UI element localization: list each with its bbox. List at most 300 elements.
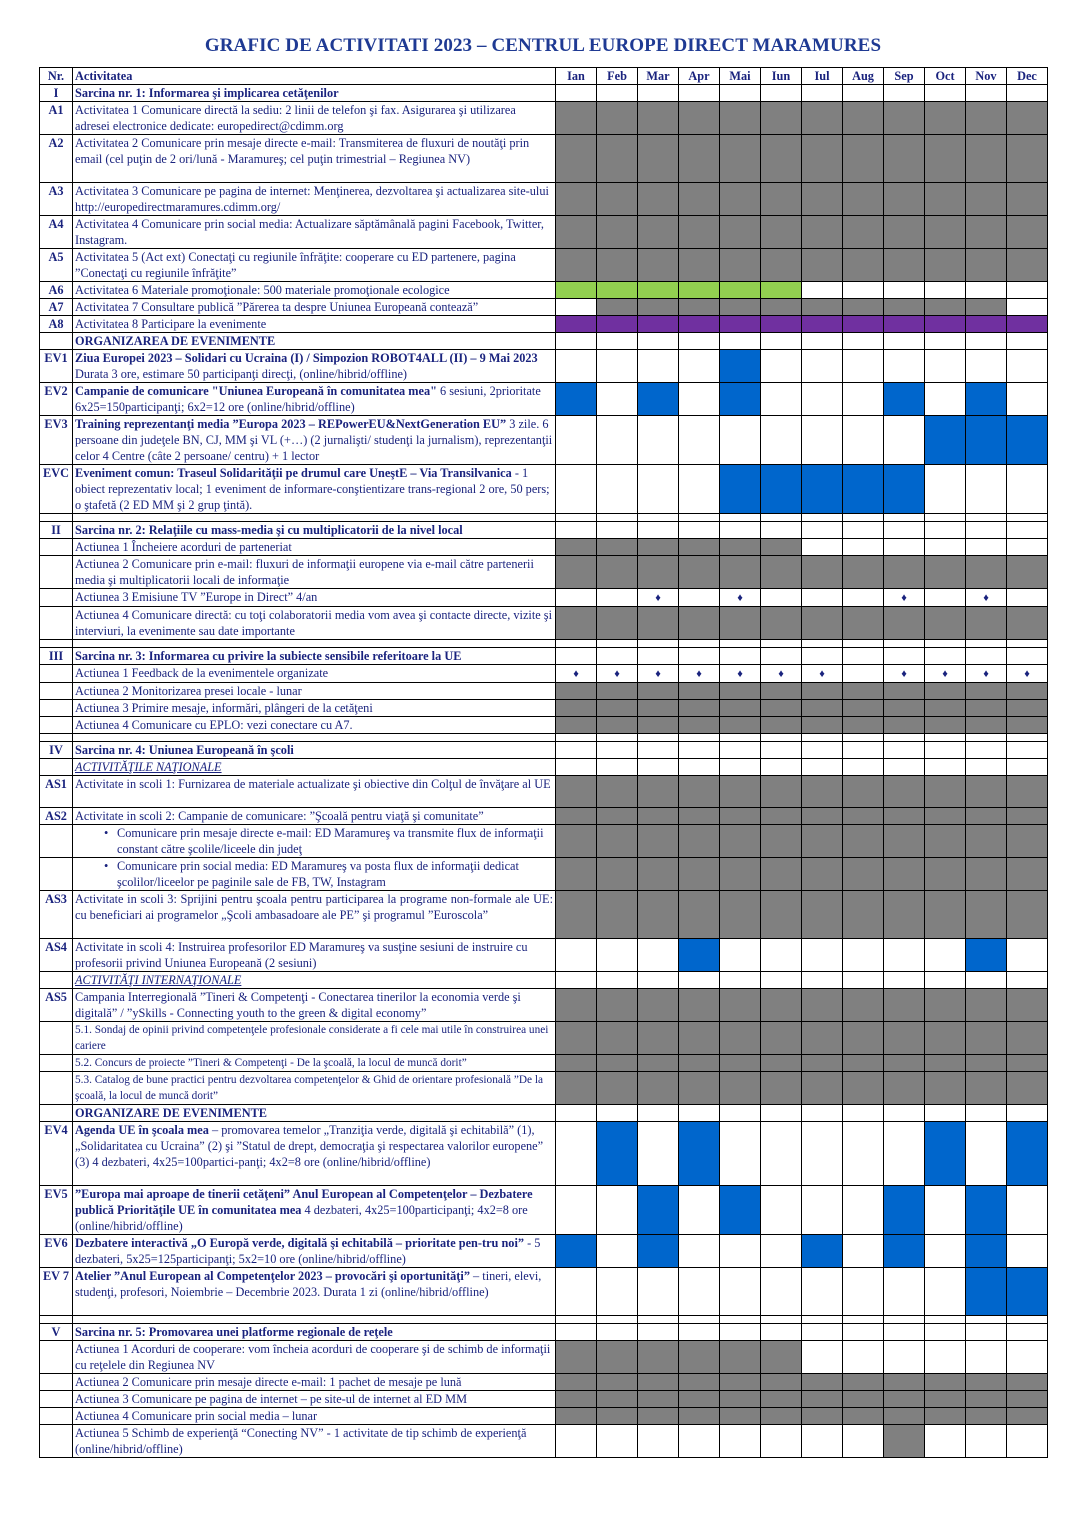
month-cell-grey (720, 539, 761, 556)
month-cell-empty (802, 522, 843, 539)
row-number: AS5 (40, 989, 73, 1022)
month-cell-empty (556, 742, 597, 759)
month-cell-grey (638, 135, 679, 183)
month-cell-grey (556, 808, 597, 825)
month-cell-grey (925, 683, 966, 700)
month-cell-grey (925, 607, 966, 640)
row-number: A2 (40, 135, 73, 183)
table-row (40, 316, 1048, 333)
table-row (40, 742, 1048, 759)
month-cell-empty (597, 939, 638, 972)
month-cell-empty (884, 539, 925, 556)
month-cell-grey (802, 989, 843, 1022)
table-row (40, 1408, 1048, 1425)
month-cell-empty (884, 282, 925, 299)
month-cell-grey (1007, 989, 1048, 1022)
month-cell-empty (556, 939, 597, 972)
month-cell-empty (761, 640, 802, 648)
row-number: EV3 (40, 416, 73, 465)
row-number (40, 333, 73, 350)
month-cell-empty (843, 85, 884, 102)
month-cell-grey (1007, 1055, 1048, 1072)
month-cell-grey (802, 1408, 843, 1425)
month-cell-grey (720, 1341, 761, 1374)
month-cell-grey (556, 607, 597, 640)
month-cell-grey (884, 135, 925, 183)
month-cell-purple (761, 316, 802, 333)
month-cell-grey (843, 1072, 884, 1105)
month-cell-empty (638, 333, 679, 350)
month-cell-empty (556, 1425, 597, 1458)
month-cell-grey (843, 989, 884, 1022)
month-cell-empty (761, 522, 802, 539)
month-cell-grey (761, 1391, 802, 1408)
month-cell-blue (884, 1235, 925, 1268)
month-cell-empty (925, 939, 966, 972)
month-cell-grey (925, 808, 966, 825)
month-cell-grey (802, 249, 843, 282)
month-cell-grey (843, 607, 884, 640)
month-cell-grey (761, 683, 802, 700)
month-cell-empty (761, 1186, 802, 1235)
month-cell-empty (556, 1122, 597, 1186)
month-cell-grey (638, 717, 679, 734)
month-cell-empty (761, 759, 802, 776)
month-cell-grey (597, 989, 638, 1022)
month-cell-grey (966, 135, 1007, 183)
month-cell-empty (761, 1268, 802, 1316)
month-cell-empty (802, 416, 843, 465)
month-cell-empty (556, 1105, 597, 1122)
month-cell-grey (597, 1391, 638, 1408)
month-cell-blue (966, 939, 1007, 972)
activity-description (73, 734, 556, 742)
month-cell-empty (556, 759, 597, 776)
month-cell-grey (597, 776, 638, 808)
month-cell-blue (884, 1186, 925, 1235)
month-cell-grey (966, 216, 1007, 249)
row-number: EVC (40, 465, 73, 514)
diamond-icon: ♦ (901, 592, 907, 604)
month-cell-empty (925, 1105, 966, 1122)
month-cell-empty (597, 85, 638, 102)
activity-description: Sarcina nr. 2: Relaţiile cu mass-media şi cu multiplicatorii de la nivel local (73, 522, 556, 539)
month-cell-empty (884, 1268, 925, 1316)
row-number: EV5 (40, 1186, 73, 1235)
month-cell-grey (1007, 825, 1048, 858)
activity-description: Eveniment comun: Traseul Solidarităţii pe drumul care UneştE – Via Transilvanica - 1 obiect reprezentativ local; 1 eveniment de informare-conştientizare trans-regional 2 ore, 50 pers; o ştafetă (2 ED MM şi 2 grup ţintă). (73, 465, 556, 514)
month-cell-grey (843, 891, 884, 939)
diamond-icon: ♦ (614, 668, 620, 680)
month-cell-grey (556, 891, 597, 939)
month-cell-empty (638, 522, 679, 539)
month-cell-grey (556, 683, 597, 700)
month-cell-empty (966, 1341, 1007, 1374)
month-cell-grey (925, 216, 966, 249)
month-cell-grey (638, 1055, 679, 1072)
month-cell-empty (679, 759, 720, 776)
month-cell-empty (597, 742, 638, 759)
month-cell-grey (925, 891, 966, 939)
page-title: GRAFIC DE ACTIVITATI 2023 – CENTRUL EUROPE DIRECT MARAMURES (204, 35, 882, 56)
row-number: I (40, 85, 73, 102)
month-cell-grey (679, 102, 720, 135)
month-cell-empty (1007, 333, 1048, 350)
month-cell-empty (802, 1316, 843, 1324)
month-cell-blue (925, 416, 966, 465)
month-cell-event (884, 589, 925, 607)
month-cell-grey (556, 216, 597, 249)
month-cell-grey (679, 1072, 720, 1105)
month-cell-empty (556, 1268, 597, 1316)
month-cell-grey (925, 1072, 966, 1105)
month-cell-purple (720, 316, 761, 333)
month-cell-empty (597, 383, 638, 416)
month-cell-event (597, 665, 638, 683)
month-cell-empty (556, 1186, 597, 1235)
month-cell-empty (884, 1341, 925, 1374)
month-cell-grey (638, 891, 679, 939)
month-cell-event (720, 589, 761, 607)
month-cell-empty (761, 939, 802, 972)
month-cell-empty (843, 759, 884, 776)
month-cell-empty (638, 759, 679, 776)
month-cell-event (966, 589, 1007, 607)
month-cell-empty (556, 465, 597, 514)
table-row (40, 759, 1048, 776)
month-cell-empty (925, 465, 966, 514)
table-row (40, 465, 1048, 514)
month-cell-grey (556, 1055, 597, 1072)
month-cell-empty (638, 939, 679, 972)
month-cell-grey (638, 776, 679, 808)
month-cell-empty (1007, 282, 1048, 299)
row-number: V (40, 1324, 73, 1341)
month-cell-empty (966, 522, 1007, 539)
month-cell-blue (597, 1122, 638, 1186)
row-number (40, 514, 73, 522)
month-cell-grey (925, 1391, 966, 1408)
month-cell-grey (966, 556, 1007, 589)
month-cell-grey (1007, 1374, 1048, 1391)
month-cell-empty (556, 734, 597, 742)
month-cell-empty (638, 416, 679, 465)
month-cell-grey (1007, 183, 1048, 216)
month-cell-grey (556, 556, 597, 589)
month-cell-empty (966, 640, 1007, 648)
month-cell-grey (802, 1055, 843, 1072)
month-cell-grey (925, 1022, 966, 1055)
month-cell-empty (597, 759, 638, 776)
month-cell-grey (761, 183, 802, 216)
table-row (40, 514, 1048, 522)
month-cell-grey (1007, 556, 1048, 589)
month-cell-grey (720, 1072, 761, 1105)
month-cell-purple (1007, 316, 1048, 333)
month-cell-blue (638, 383, 679, 416)
month-cell-empty (1007, 640, 1048, 648)
month-cell-grey (720, 183, 761, 216)
month-cell-grey (1007, 135, 1048, 183)
table-header-row (40, 68, 1048, 85)
month-cell-empty (761, 742, 802, 759)
month-cell-grey (679, 249, 720, 282)
month-cell-empty (1007, 522, 1048, 539)
row-number (40, 734, 73, 742)
activity-description: Activitate in scoli 3: Sprijini pentru şcoala pentru participarea la programe non-formale ale UE: cu beneficiari ai programelor „Şcoli ambasadoare ale PE” şi programul ”Euroscola” (73, 891, 556, 939)
month-cell-empty (802, 514, 843, 522)
month-cell-empty (556, 640, 597, 648)
activity-description: ”Europa mai aproape de tinerii cetăţeni” Anul European al Competenţelor – Dezbatere publică Priorităţile UE în comunitatea mea 4 dezbateri, 4x25=100participanţi; 4x2=8 ore (online/hibrid/offline) (73, 1186, 556, 1235)
month-cell-grey (679, 1055, 720, 1072)
month-cell-green (638, 282, 679, 299)
month-cell-grey (966, 891, 1007, 939)
row-number (40, 665, 73, 683)
table-row (40, 648, 1048, 665)
month-cell-grey (597, 539, 638, 556)
activity-title: Agenda UE în şcoala mea (75, 1123, 209, 1137)
month-cell-grey (556, 1408, 597, 1425)
table-row (40, 1391, 1048, 1408)
month-cell-empty (843, 1235, 884, 1268)
month-cell-grey (843, 1055, 884, 1072)
month-cell-grey (884, 891, 925, 939)
month-cell-grey (966, 1391, 1007, 1408)
month-cell-grey (1007, 700, 1048, 717)
month-cell-event (720, 665, 761, 683)
month-cell-grey (638, 1072, 679, 1105)
table-row (40, 383, 1048, 416)
month-cell-empty (679, 1268, 720, 1316)
month-cell-empty (597, 465, 638, 514)
month-cell-green (597, 282, 638, 299)
month-cell-grey (597, 1408, 638, 1425)
month-cell-grey (597, 556, 638, 589)
row-number (40, 1408, 73, 1425)
month-cell-blue (1007, 1268, 1048, 1316)
month-cell-grey (638, 216, 679, 249)
month-cell-grey (925, 1055, 966, 1072)
diamond-icon: ♦ (778, 668, 784, 680)
month-cell-empty (802, 282, 843, 299)
month-cell-grey (761, 1408, 802, 1425)
month-cell-grey (679, 808, 720, 825)
activity-description: Activitatea 4 Comunicare prin social media: Actualizare săptămânală pagini Facebook, Twitter, Instagram. (73, 216, 556, 249)
month-cell-blue (966, 1235, 1007, 1268)
month-cell-empty (966, 333, 1007, 350)
month-cell-grey (884, 776, 925, 808)
row-number: AS4 (40, 939, 73, 972)
month-cell-event (802, 665, 843, 683)
month-cell-empty (884, 759, 925, 776)
month-cell-blue (556, 383, 597, 416)
month-cell-empty (1007, 648, 1048, 665)
month-cell-empty (1007, 1105, 1048, 1122)
month-cell-empty (1007, 972, 1048, 989)
month-cell-grey (761, 249, 802, 282)
month-cell-empty (720, 640, 761, 648)
month-cell-grey (761, 776, 802, 808)
month-cell-grey (720, 808, 761, 825)
row-number (40, 825, 73, 858)
row-number (40, 539, 73, 556)
activity-description: Actiunea 3 Comunicare pe pagina de internet – pe site-ul de internet al ED MM (73, 1391, 556, 1408)
month-cell-empty (884, 350, 925, 383)
month-cell-event (966, 665, 1007, 683)
month-cell-grey (679, 700, 720, 717)
month-cell-grey (1007, 1072, 1048, 1105)
month-cell-grey (679, 1341, 720, 1374)
table-row (40, 640, 1048, 648)
month-cell-purple (556, 316, 597, 333)
month-cell-grey (556, 539, 597, 556)
month-cell-grey (597, 1022, 638, 1055)
month-cell-empty (597, 972, 638, 989)
activity-description: Sarcina nr. 4: Uniunea Europeană în şcoli (73, 742, 556, 759)
month-cell-empty (966, 350, 1007, 383)
month-cell-empty (597, 1268, 638, 1316)
activity-title: Campanie de comunicare "Uniunea Europeană în comunitatea mea" (75, 384, 437, 398)
month-cell-empty (843, 1105, 884, 1122)
month-cell-empty (802, 1341, 843, 1374)
month-cell-empty (843, 539, 884, 556)
month-cell-grey (884, 299, 925, 316)
table-row (40, 1122, 1048, 1186)
month-cell-grey (802, 102, 843, 135)
month-cell-grey (597, 607, 638, 640)
month-cell-grey (802, 1391, 843, 1408)
month-cell-grey (556, 183, 597, 216)
month-cell-grey (679, 1391, 720, 1408)
header-month: Feb (597, 68, 638, 85)
month-cell-blue (638, 1235, 679, 1268)
month-cell-empty (843, 416, 884, 465)
month-cell-purple (802, 316, 843, 333)
month-cell-empty (884, 1316, 925, 1324)
month-cell-grey (802, 1374, 843, 1391)
month-cell-blue (720, 465, 761, 514)
month-cell-empty (802, 1425, 843, 1458)
month-cell-empty (884, 734, 925, 742)
month-cell-grey (638, 607, 679, 640)
month-cell-empty (597, 640, 638, 648)
table-row (40, 989, 1048, 1022)
month-cell-empty (966, 759, 1007, 776)
month-cell-empty (720, 1235, 761, 1268)
row-number: IV (40, 742, 73, 759)
month-cell-grey (679, 1408, 720, 1425)
month-cell-empty (843, 1122, 884, 1186)
header-nr: Nr. (40, 68, 73, 85)
month-cell-grey (638, 183, 679, 216)
activity-description: Actiunea 3 Primire mesaje, informări, plângeri de la cetăţeni (73, 700, 556, 717)
month-cell-empty (1007, 1341, 1048, 1374)
month-cell-empty (597, 1425, 638, 1458)
month-cell-empty (966, 1105, 1007, 1122)
month-cell-grey (843, 183, 884, 216)
table-row (40, 350, 1048, 383)
activity-description: Activitate in scoli 2: Campanie de comunicare: ”Şcoală pentru viaţă şi comunitate” (73, 808, 556, 825)
row-number: EV4 (40, 1122, 73, 1186)
month-cell-grey (597, 135, 638, 183)
month-cell-event (638, 589, 679, 607)
month-cell-blue (843, 465, 884, 514)
activity-description: 5.1. Sondaj de opinii privind competenţele profesionale considerate a fi cele mai utile în construirea unei cariere (73, 1022, 556, 1055)
diamond-icon: ♦ (573, 668, 579, 680)
month-cell-empty (966, 734, 1007, 742)
month-cell-grey (679, 891, 720, 939)
header-month: Oct (925, 68, 966, 85)
table-row (40, 1324, 1048, 1341)
month-cell-grey (597, 1374, 638, 1391)
month-cell-empty (761, 589, 802, 607)
month-cell-empty (638, 465, 679, 514)
activity-description: Training reprezentanţi media ”Europa 2023 – REPowerEU&NextGeneration EU” 3 zile. 6 persoane din judeţele BN, CJ, MM şi VL (+…) (2 jurnalişti/ studenţi la jurnalism), reprezentanţii celor 4 Centre (câte 2 persoane/ centru) + 1 lector (73, 416, 556, 465)
month-cell-empty (802, 1324, 843, 1341)
month-cell-empty (597, 514, 638, 522)
month-cell-grey (884, 249, 925, 282)
activity-description: Campanie de comunicare "Uniunea Europeană în comunitatea mea" 6 sesiuni, 2prioritate 6x25=150participanţi; 6x2=12 ore (online/hibrid/offline) (73, 383, 556, 416)
month-cell-grey (966, 700, 1007, 717)
month-cell-grey (679, 776, 720, 808)
month-cell-grey (720, 1055, 761, 1072)
month-cell-grey (843, 102, 884, 135)
month-cell-empty (802, 589, 843, 607)
month-cell-empty (597, 1186, 638, 1235)
month-cell-grey (638, 825, 679, 858)
month-cell-empty (679, 1186, 720, 1235)
month-cell-grey (720, 989, 761, 1022)
month-cell-empty (843, 383, 884, 416)
month-cell-grey (1007, 808, 1048, 825)
row-number (40, 1022, 73, 1055)
month-cell-purple (843, 316, 884, 333)
month-cell-grey (679, 683, 720, 700)
month-cell-empty (638, 1324, 679, 1341)
activity-description (73, 640, 556, 648)
month-cell-grey (638, 299, 679, 316)
month-cell-empty (802, 1122, 843, 1186)
table-row (40, 939, 1048, 972)
month-cell-grey (884, 989, 925, 1022)
month-cell-empty (638, 1105, 679, 1122)
month-cell-empty (802, 1268, 843, 1316)
month-cell-grey (720, 556, 761, 589)
month-cell-empty (761, 1425, 802, 1458)
month-cell-event (1007, 665, 1048, 683)
table-row (40, 1022, 1048, 1055)
month-cell-empty (597, 589, 638, 607)
month-cell-grey (761, 808, 802, 825)
month-cell-empty (720, 1324, 761, 1341)
month-cell-empty (925, 539, 966, 556)
month-cell-grey (761, 299, 802, 316)
month-cell-grey (597, 1055, 638, 1072)
month-cell-grey (925, 825, 966, 858)
activity-description: 5.3. Catalog de bune practici pentru dezvoltarea competenţelor & Ghid de orientare profesională ”De la şcoală, la locul de muncă dorit” (73, 1072, 556, 1105)
month-cell-blue (884, 383, 925, 416)
month-cell-empty (925, 1316, 966, 1324)
month-cell-empty (761, 416, 802, 465)
month-cell-grey (597, 717, 638, 734)
month-cell-grey (843, 776, 884, 808)
month-cell-grey (638, 683, 679, 700)
month-cell-grey (556, 776, 597, 808)
month-cell-empty (1007, 1425, 1048, 1458)
month-cell-grey (679, 1374, 720, 1391)
activity-description: Actiunea 4 Comunicare directă: cu toţi colaboratorii media vom avea şi contacte directe, vizite şi interviuri, la evenimente sau date importante (73, 607, 556, 640)
month-cell-grey (925, 183, 966, 216)
